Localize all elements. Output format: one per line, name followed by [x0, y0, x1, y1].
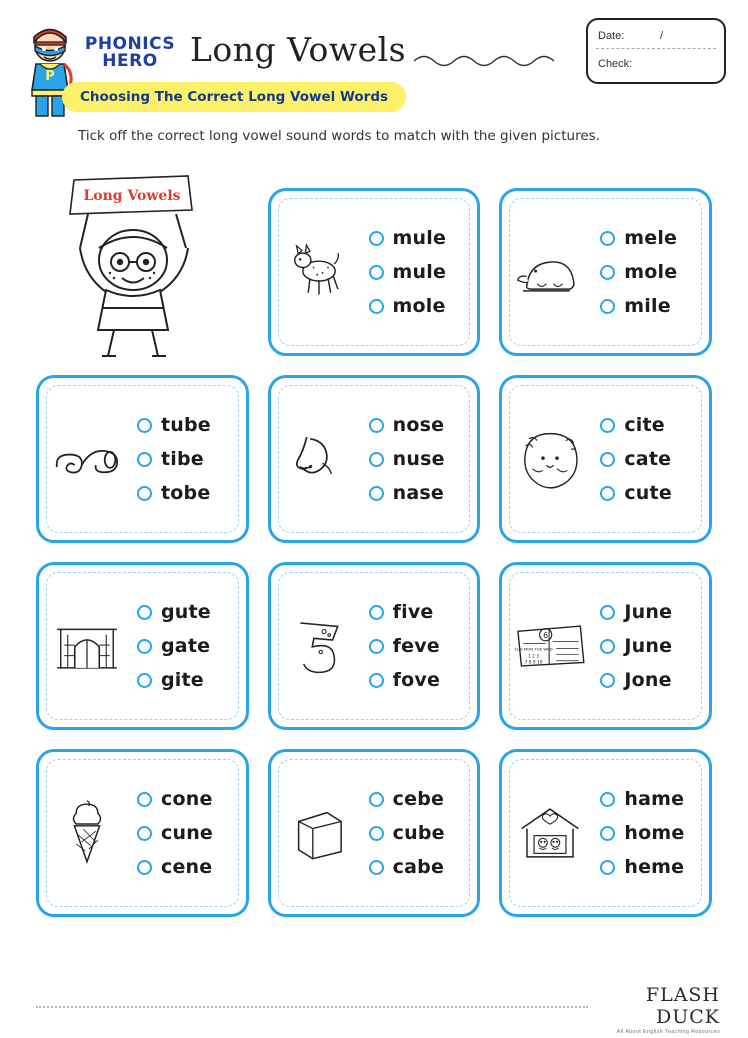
option-item[interactable]: [137, 601, 246, 623]
footer-divider: [36, 1006, 588, 1008]
grid-row: [36, 749, 712, 917]
squiggle-divider-icon: [412, 48, 572, 74]
option-bubble-icon[interactable]: [369, 452, 384, 467]
option-bubble-icon[interactable]: [600, 792, 615, 807]
question-card[interactable]: [36, 749, 249, 917]
option-bubble-icon[interactable]: [137, 452, 152, 467]
option-list: [598, 601, 709, 691]
option-bubble-icon[interactable]: [600, 605, 615, 620]
option-bubble-icon[interactable]: [369, 792, 384, 807]
option-item[interactable]: [137, 482, 246, 504]
instruction-text: Tick off the correct long vowel sound words to match with the given pictures.: [78, 128, 600, 144]
option-bubble-icon[interactable]: [600, 452, 615, 467]
option-item[interactable]: [369, 261, 478, 283]
option-item[interactable]: [137, 448, 246, 470]
option-label: mule: [392, 227, 447, 249]
option-bubble-icon[interactable]: [600, 826, 615, 841]
brand-line-1: PHONICS: [84, 34, 176, 54]
option-bubble-icon[interactable]: [600, 265, 615, 280]
option-item[interactable]: [137, 822, 246, 844]
option-bubble-icon[interactable]: [369, 605, 384, 620]
option-item[interactable]: [369, 601, 478, 623]
question-card[interactable]: [268, 749, 481, 917]
cute-chick-icon: [502, 394, 598, 524]
option-bubble-icon[interactable]: [600, 231, 615, 246]
option-bubble-icon[interactable]: [369, 673, 384, 688]
option-bubble-icon[interactable]: [137, 860, 152, 875]
option-bubble-icon[interactable]: [137, 605, 152, 620]
child-with-banner-icon: [36, 174, 255, 359]
option-list: [598, 227, 709, 317]
svg-text:P: P: [45, 69, 55, 84]
question-card[interactable]: [499, 375, 712, 543]
option-bubble-icon[interactable]: [600, 299, 615, 314]
cube-icon: [271, 768, 367, 898]
subtitle-banner: [62, 82, 406, 112]
svg-text:SUN MON TUE WED: SUN MON TUE WED: [514, 646, 554, 652]
option-label: Jone: [624, 669, 672, 691]
option-label: mole: [624, 261, 678, 283]
option-list: [135, 788, 246, 878]
option-bubble-icon[interactable]: [369, 860, 384, 875]
option-list: [598, 414, 709, 504]
option-list: [135, 601, 246, 691]
option-label: gite: [161, 669, 204, 691]
mule-donkey-icon: [271, 207, 367, 337]
option-item[interactable]: [600, 788, 709, 810]
date-label: Date:: [598, 30, 625, 42]
question-card[interactable]: [499, 188, 712, 356]
option-item[interactable]: [369, 482, 478, 504]
option-label: June: [624, 601, 673, 623]
gate-icon: [39, 581, 135, 711]
option-bubble-icon[interactable]: [137, 792, 152, 807]
hero-illustration: [36, 188, 249, 356]
svg-text:1 2 3: 1 2 3: [528, 654, 540, 660]
option-bubble-icon[interactable]: [369, 826, 384, 841]
option-label: cone: [161, 788, 213, 810]
option-item[interactable]: [600, 822, 709, 844]
option-item[interactable]: [600, 601, 709, 623]
option-label: mile: [624, 295, 671, 317]
svg-text:7 8 9 10: 7 8 9 10: [524, 660, 543, 666]
option-label: hame: [624, 788, 685, 810]
option-item[interactable]: [137, 856, 246, 878]
option-list: [367, 601, 478, 691]
option-bubble-icon[interactable]: [369, 486, 384, 501]
option-bubble-icon[interactable]: [137, 639, 152, 654]
page-title: Long Vowels: [190, 30, 407, 69]
option-item[interactable]: [137, 635, 246, 657]
grid-row: [36, 562, 712, 730]
option-item[interactable]: [369, 414, 478, 436]
option-label: tobe: [161, 482, 211, 504]
option-label: cute: [624, 482, 672, 504]
option-item[interactable]: [369, 295, 478, 317]
option-item[interactable]: [600, 635, 709, 657]
option-item[interactable]: [369, 788, 478, 810]
option-label: tibe: [161, 448, 204, 470]
check-label: Check:: [598, 58, 633, 70]
option-bubble-icon[interactable]: [137, 486, 152, 501]
option-item[interactable]: [369, 822, 478, 844]
option-label: nase: [392, 482, 445, 504]
option-bubble-icon[interactable]: [137, 826, 152, 841]
svg-text:Long Vowels: Long Vowels: [83, 188, 181, 204]
home-house-icon: [502, 768, 598, 898]
option-label: heme: [624, 856, 685, 878]
option-item[interactable]: [600, 669, 709, 691]
option-list: [135, 414, 246, 504]
option-item[interactable]: [600, 856, 709, 878]
option-label: cite: [624, 414, 665, 436]
option-list: [598, 788, 709, 878]
option-item[interactable]: [369, 635, 478, 657]
exercise-grid: [36, 188, 712, 936]
tube-icon: [39, 394, 135, 524]
question-card[interactable]: [268, 375, 481, 543]
option-item[interactable]: [137, 669, 246, 691]
logo-line-2: All About English Teaching Resources: [616, 1029, 720, 1035]
option-item[interactable]: [137, 788, 246, 810]
option-label: feve: [392, 635, 440, 657]
flash-duck-logo: [590, 984, 720, 1035]
option-label: nuse: [392, 448, 445, 470]
subtitle-text: Choosing The Correct Long Vowel Words: [80, 89, 389, 105]
option-item[interactable]: [137, 414, 246, 436]
option-item[interactable]: [600, 295, 709, 317]
option-label: cebe: [392, 788, 445, 810]
option-bubble-icon[interactable]: [369, 231, 384, 246]
option-bubble-icon[interactable]: [600, 673, 615, 688]
question-card[interactable]: [36, 562, 249, 730]
question-card[interactable]: [36, 375, 249, 543]
option-label: cube: [392, 822, 445, 844]
option-label: mole: [392, 295, 446, 317]
option-item[interactable]: [600, 482, 709, 504]
mole-animal-icon: [502, 207, 598, 337]
option-bubble-icon[interactable]: [369, 265, 384, 280]
option-label: cate: [624, 448, 672, 470]
option-item[interactable]: [369, 448, 478, 470]
date-slash: /: [660, 30, 664, 42]
option-bubble-icon[interactable]: [600, 418, 615, 433]
option-item[interactable]: [600, 227, 709, 249]
option-label: mele: [624, 227, 678, 249]
five-icon: [271, 581, 367, 711]
option-item[interactable]: [369, 669, 478, 691]
grid-row: [36, 188, 712, 356]
option-bubble-icon[interactable]: [600, 486, 615, 501]
header: [22, 18, 726, 90]
question-card[interactable]: [499, 562, 712, 730]
option-label: gate: [161, 635, 211, 657]
option-item[interactable]: [600, 414, 709, 436]
nose-icon: [271, 394, 367, 524]
option-label: nose: [392, 414, 445, 436]
option-label: fove: [392, 669, 441, 691]
option-label: cune: [161, 822, 214, 844]
option-label: cabe: [392, 856, 445, 878]
option-label: home: [624, 822, 685, 844]
option-label: cene: [161, 856, 213, 878]
option-item[interactable]: [369, 856, 478, 878]
question-card[interactable]: [499, 749, 712, 917]
option-bubble-icon[interactable]: [137, 418, 152, 433]
option-item[interactable]: [369, 227, 478, 249]
date-check-box: [586, 18, 726, 84]
option-list: [367, 414, 478, 504]
june-calendar-icon: [502, 581, 598, 711]
question-card[interactable]: [268, 562, 481, 730]
option-label: gute: [161, 601, 211, 623]
option-bubble-icon[interactable]: [369, 418, 384, 433]
svg-text:6: 6: [543, 631, 549, 641]
option-label: mule: [392, 261, 447, 283]
option-label: tube: [161, 414, 211, 436]
option-bubble-icon[interactable]: [369, 299, 384, 314]
option-bubble-icon[interactable]: [600, 639, 615, 654]
option-bubble-icon[interactable]: [137, 673, 152, 688]
question-card[interactable]: [268, 188, 481, 356]
option-bubble-icon[interactable]: [600, 860, 615, 875]
option-label: June: [624, 635, 673, 657]
option-bubble-icon[interactable]: [369, 639, 384, 654]
option-list: [367, 788, 478, 878]
option-list: [367, 227, 478, 317]
option-item[interactable]: [600, 448, 709, 470]
brand-logo: [84, 36, 176, 70]
date-divider: [596, 48, 716, 49]
grid-row: [36, 375, 712, 543]
brand-line-2: HERO: [102, 51, 158, 71]
logo-line-1: FLASH DUCK: [645, 984, 720, 1028]
cone-icecream-icon: [39, 768, 135, 898]
option-item[interactable]: [600, 261, 709, 283]
option-label: five: [392, 601, 434, 623]
